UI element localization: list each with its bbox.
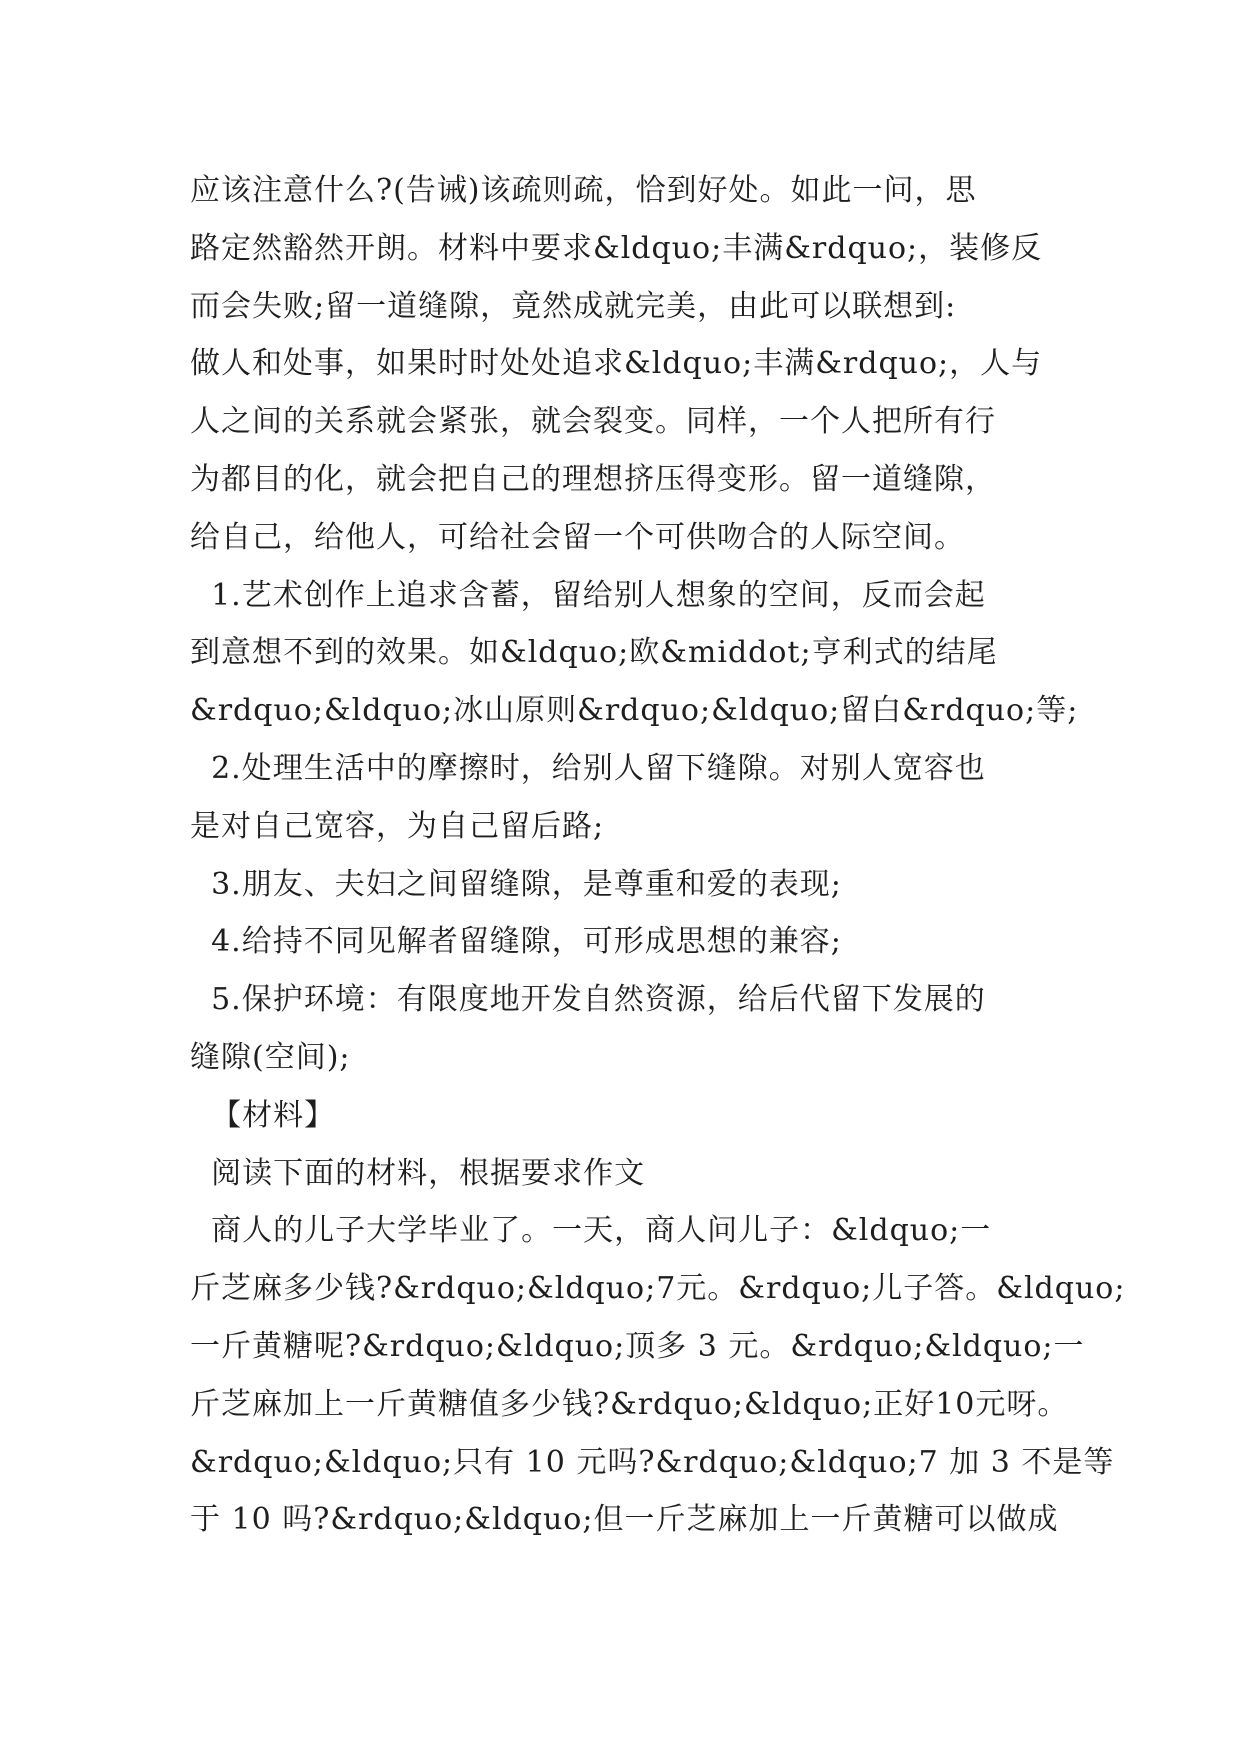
text-line: 是对自己宽容，为自己留后路; bbox=[190, 808, 605, 844]
text-line: 为都目的化，就会把自己的理想挤压得变形。留一道缝隙， bbox=[190, 461, 996, 497]
list-item-3: 3.朋友、夫妇之间留缝隙，是尊重和爱的表现; bbox=[190, 866, 842, 902]
text-line: 而会失败;留一道缝隙，竟然成就完美，由此可以联想到: bbox=[190, 288, 957, 324]
text-line: 斤芝麻加上一斤黄糖值多少钱?&rdquo;&ldquo;正好10元呀。 bbox=[190, 1386, 1069, 1422]
text-line: &rdquo;&ldquo;冰山原则&rdquo;&ldquo;留白&rdquo;等; bbox=[190, 693, 1079, 729]
body-text bbox=[190, 162, 1126, 1549]
list-item-1: 1.艺术创作上追求含蓄，留给别人想象的空间，反而会起 bbox=[190, 577, 986, 613]
text-line: 路定然豁然开朗。材料中要求&ldquo;丰满&rdquo;，装修反 bbox=[190, 230, 1043, 266]
text-line: 一斤黄糖呢?&rdquo;&ldquo;顶多 3 元。&rdquo;&ldquo;一 bbox=[190, 1328, 1085, 1364]
text-line: 斤芝麻多少钱?&rdquo;&ldquo;7元。&rdquo;儿子答。&ldquo; bbox=[190, 1271, 1126, 1307]
text-line: 缝隙(空间); bbox=[190, 1039, 351, 1075]
list-item-4: 4.给持不同见解者留缝隙，可形成思想的兼容; bbox=[190, 924, 842, 960]
instruction-line: 阅读下面的材料，根据要求作文 bbox=[190, 1155, 646, 1191]
section-heading: 【材料】 bbox=[190, 1097, 336, 1133]
text-line: 做人和处事，如果时时处处追求&ldquo;丰满&rdquo;，人与 bbox=[190, 346, 1043, 382]
text-line: 到意想不到的效果。如&ldquo;欧&middot;亨利式的结尾 bbox=[190, 635, 998, 671]
text-line: 人之间的关系就会紧张，就会裂变。同样，一个人把所有行 bbox=[190, 404, 996, 440]
list-item-5: 5.保护环境：有限度地开发自然资源，给后代留下发展的 bbox=[190, 982, 986, 1018]
story-paragraph-start: 商人的儿子大学毕业了。一天，商人问儿子：&ldquo;一 bbox=[190, 1213, 992, 1249]
text-line: 于 10 吗?&rdquo;&ldquo;但一斤芝麻加上一斤黄糖可以做成 bbox=[190, 1502, 1059, 1538]
list-item-2: 2.处理生活中的摩擦时，给别人留下缝隙。对别人宽容也 bbox=[190, 750, 986, 786]
text-line: 给自己，给他人，可给社会留一个可供吻合的人际空间。 bbox=[190, 519, 965, 555]
text-line: &rdquo;&ldquo;只有 10 元吗?&rdquo;&ldquo;7 加 3 不是等 bbox=[190, 1444, 1115, 1480]
text-line: 应该注意什么?(告诫)该疏则疏，恰到好处。如此一问，思 bbox=[190, 173, 977, 208]
